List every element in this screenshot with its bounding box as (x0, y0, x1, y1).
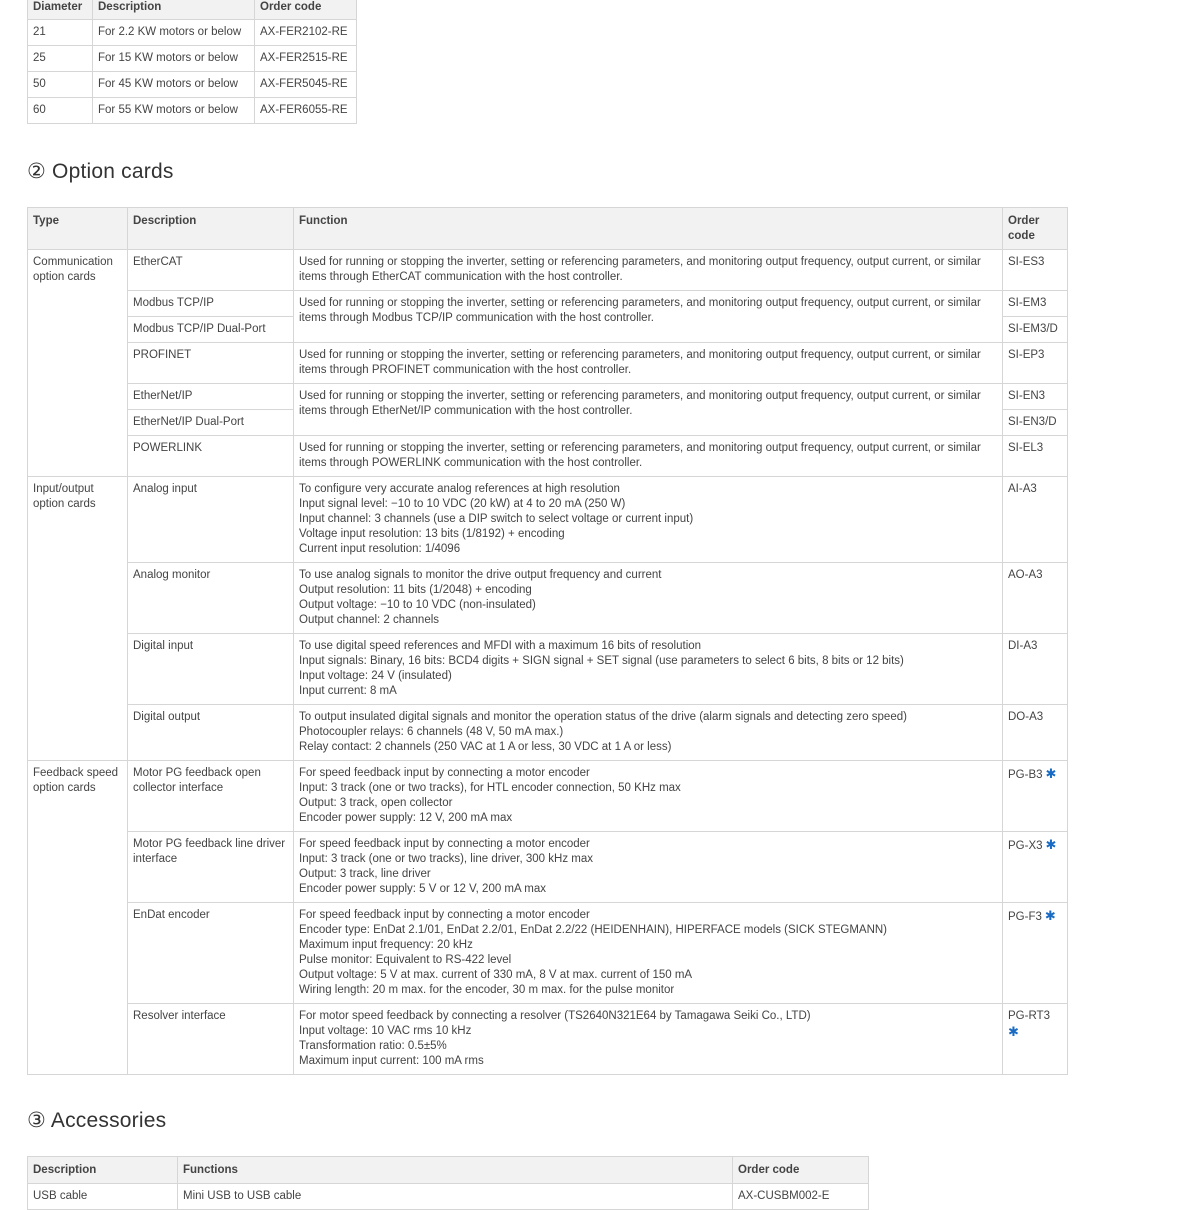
function-cell (294, 761, 1003, 832)
order-code: PG-X3 (1008, 840, 1043, 852)
order-code: PG-RT3 (1008, 1010, 1050, 1022)
description-cell: EnDat encoder (128, 903, 294, 1004)
function-line: For speed feedback input by connecting a motor encoder (299, 838, 590, 850)
order-code-cell (1003, 761, 1068, 832)
accessories-table (27, 1156, 869, 1210)
group-type-cell: Input/output option cards (28, 477, 128, 761)
description-cell: Analog input (128, 477, 294, 563)
table-header-row (28, 208, 1068, 250)
function-line: Input channel: 3 channels (use a DIP switch to select voltage or current input) (299, 513, 694, 525)
table-cell: For 55 KW motors or below (93, 98, 255, 124)
table-row (28, 705, 1068, 761)
function-line: Input: 3 track (one or two tracks), for HTL encoder connection, 50 KHz max (299, 782, 681, 794)
function-line: Encoder power supply: 12 V, 200 mA max (299, 812, 513, 824)
function-line: Wiring length: 20 m max. for the encoder, 30 m max. for the pulse monitor (299, 984, 675, 996)
order-code-cell: AO-A3 (1003, 563, 1068, 634)
function-line: Transformation ratio: 0.5±5% (299, 1040, 447, 1052)
order-code-cell (1003, 832, 1068, 903)
asterisk-icon: ✱ (1045, 766, 1057, 781)
function-cell: Used for running or stopping the inverter, setting or referencing parameters, and monitoring output frequency, output current, or similar items through EtherCAT communication with the host controller. (294, 250, 1003, 291)
function-line: Pulse monitor: Equivalent to RS-422 level (299, 954, 512, 966)
order-code-cell (1003, 1004, 1068, 1075)
function-line: To output insulated digital signals and monitor the operation status of the drive (alarm signals and detecting zero speed) (299, 711, 907, 723)
function-line: Input signals: Binary, 16 bits: BCD4 digits + SIGN signal + SET signal (use parameters to select 6 bits, 8 bits or 12 bits) (299, 655, 904, 667)
table-cell: AX-FER5045-RE (255, 72, 357, 98)
table-cell: AX-FER2102-RE (255, 20, 357, 46)
function-line: For speed feedback input by connecting a motor encoder (299, 909, 590, 921)
table-row (28, 832, 1068, 903)
table-header-row (28, 1157, 869, 1184)
function-line: Input voltage: 10 VAC rms 10 kHz (299, 1025, 472, 1037)
order-code-cell: SI-EN3 (1003, 384, 1068, 410)
function-line: Encoder power supply: 5 V or 12 V, 200 mA max (299, 883, 546, 895)
table-row (28, 761, 1068, 832)
description-cell: Analog monitor (128, 563, 294, 634)
function-line: Output: 3 track, line driver (299, 868, 431, 880)
column-header: Order code (255, 0, 357, 20)
option-cards-table (27, 207, 1068, 1075)
column-header: Description (93, 0, 255, 20)
order-code-cell: SI-EP3 (1003, 343, 1068, 384)
function-line: Output voltage: −10 to 10 VDC (non-insulated) (299, 599, 536, 611)
order-code: PG-B3 (1008, 769, 1043, 781)
table-row (28, 291, 1068, 317)
table-cell: 25 (28, 46, 93, 72)
function-line: Input voltage: 24 V (insulated) (299, 670, 452, 682)
asterisk-icon: ✱ (1008, 1024, 1019, 1039)
table-cell: 60 (28, 98, 93, 124)
column-header: Description (28, 1157, 178, 1184)
table-row (28, 1184, 869, 1210)
table-row (28, 436, 1068, 477)
group-type-cell: Feedback speed option cards (28, 761, 128, 1075)
table-cell: Mini USB to USB cable (178, 1184, 733, 1210)
function-line: For motor speed feedback by connecting a resolver (TS2640N321E64 by Tamagawa Seiki Co., LTD) (299, 1010, 811, 1022)
function-line: Output: 3 track, open collector (299, 797, 453, 809)
column-header: Description (128, 208, 294, 250)
function-line: Encoder type: EnDat 2.1/01, EnDat 2.2/01, EnDat 2.2/22 (HEIDENHAIN), HIPERFACE models (SICK STEGMANN) (299, 924, 888, 936)
section-heading-accessories: ③ Accessories (27, 1109, 167, 1132)
order-code-cell: SI-ES3 (1003, 250, 1068, 291)
function-line: Relay contact: 2 channels (250 VAC at 1 A or less, 30 VDC at 1 A or less) (299, 741, 672, 753)
function-cell (294, 563, 1003, 634)
function-line: To use digital speed references and MFDI with a maximum 16 bits of resolution (299, 640, 702, 652)
table-row (28, 477, 1068, 563)
table-row (28, 98, 357, 124)
order-code-cell (1003, 903, 1068, 1004)
description-cell: Modbus TCP/IP (128, 291, 294, 317)
description-cell: EtherNet/IP (128, 384, 294, 410)
function-line: Output channel: 2 channels (299, 614, 440, 626)
table-cell: USB cable (28, 1184, 178, 1210)
table-cell: 21 (28, 20, 93, 46)
asterisk-icon: ✱ (1045, 837, 1057, 852)
order-code-cell: SI-EN3/D (1003, 410, 1068, 436)
function-line: Input: 3 track (one or two tracks), line driver, 300 kHz max (299, 853, 594, 865)
description-cell: EtherNet/IP Dual-Port (128, 410, 294, 436)
description-cell: PROFINET (128, 343, 294, 384)
table-row (28, 634, 1068, 705)
table-row (28, 563, 1068, 634)
function-line: To configure very accurate analog references at high resolution (299, 483, 620, 495)
table-row (28, 46, 357, 72)
function-cell (294, 705, 1003, 761)
function-cell (294, 1004, 1003, 1075)
table-header-row (28, 0, 357, 20)
motor-table (27, 0, 357, 124)
function-cell (294, 832, 1003, 903)
order-code-cell: SI-EM3/D (1003, 317, 1068, 343)
function-cell (294, 477, 1003, 563)
description-cell: Digital output (128, 705, 294, 761)
order-code-cell: AI-A3 (1003, 477, 1068, 563)
table-cell: 50 (28, 72, 93, 98)
description-cell: POWERLINK (128, 436, 294, 477)
function-cell: Used for running or stopping the inverter, setting or referencing parameters, and monitoring output frequency, output current, or similar items through POWERLINK communication with the host controller. (294, 436, 1003, 477)
column-header: Type (28, 208, 128, 250)
function-line: Maximum input current: 100 mA rms (299, 1055, 484, 1067)
description-cell: Motor PG feedback line driver interface (128, 832, 294, 903)
column-header: Order code (1003, 208, 1068, 250)
description-cell: Digital input (128, 634, 294, 705)
table-cell: For 15 KW motors or below (93, 46, 255, 72)
function-line: Current input resolution: 1/4096 (299, 543, 461, 555)
function-line: Voltage input resolution: 13 bits (1/8192) + encoding (299, 528, 565, 540)
table-cell: For 2.2 KW motors or below (93, 20, 255, 46)
description-cell: Resolver interface (128, 1004, 294, 1075)
asterisk-icon: ✱ (1044, 908, 1056, 923)
table-row (28, 343, 1068, 384)
order-code-cell: SI-EM3 (1003, 291, 1068, 317)
function-cell: Used for running or stopping the inverter, setting or referencing parameters, and monitoring output frequency, output current, or similar items through Modbus TCP/IP communication with the host controller. (294, 291, 1003, 343)
description-cell: Motor PG feedback open collector interface (128, 761, 294, 832)
table-cell: For 45 KW motors or below (93, 72, 255, 98)
column-header: Order code (733, 1157, 869, 1184)
function-line: Input signal level: −10 to 10 VDC (20 kW) at 4 to 20 mA (250 W) (299, 498, 626, 510)
column-header: Functions (178, 1157, 733, 1184)
table-row (28, 384, 1068, 410)
description-cell: EtherCAT (128, 250, 294, 291)
column-header: Function (294, 208, 1003, 250)
function-line: Output voltage: 5 V at max. current of 330 mA, 8 V at max. current of 150 mA (299, 969, 693, 981)
table-row (28, 72, 357, 98)
order-code: PG-F3 (1008, 911, 1042, 923)
function-line: For speed feedback input by connecting a motor encoder (299, 767, 590, 779)
section-heading-option-cards: ② Option cards (27, 160, 174, 183)
table-row (28, 250, 1068, 291)
order-code-cell: DI-A3 (1003, 634, 1068, 705)
function-cell: Used for running or stopping the inverter, setting or referencing parameters, and monitoring output frequency, output current, or similar items through EtherNet/IP communication with the host controller. (294, 384, 1003, 436)
table-row (28, 903, 1068, 1004)
order-code-cell: SI-EL3 (1003, 436, 1068, 477)
function-line: Maximum input frequency: 20 kHz (299, 939, 473, 951)
table-row (28, 20, 357, 46)
function-cell: Used for running or stopping the inverter, setting or referencing parameters, and monitoring output frequency, output current, or similar items through PROFINET communication with the host controller. (294, 343, 1003, 384)
order-code-cell: DO-A3 (1003, 705, 1068, 761)
function-line: Output resolution: 11 bits (1/2048) + encoding (299, 584, 532, 596)
function-line: Photocoupler relays: 6 channels (48 V, 50 mA max.) (299, 726, 564, 738)
column-header: Diameter (28, 0, 93, 20)
table-row (28, 1004, 1068, 1075)
function-line: To use analog signals to monitor the drive output frequency and current (299, 569, 662, 581)
function-cell (294, 634, 1003, 705)
table-cell: AX-FER6055-RE (255, 98, 357, 124)
group-type-cell: Communication option cards (28, 250, 128, 477)
function-cell (294, 903, 1003, 1004)
table-cell: AX-CUSBM002-E (733, 1184, 869, 1210)
table-cell: AX-FER2515-RE (255, 46, 357, 72)
description-cell: Modbus TCP/IP Dual-Port (128, 317, 294, 343)
function-line: Input current: 8 mA (299, 685, 397, 697)
